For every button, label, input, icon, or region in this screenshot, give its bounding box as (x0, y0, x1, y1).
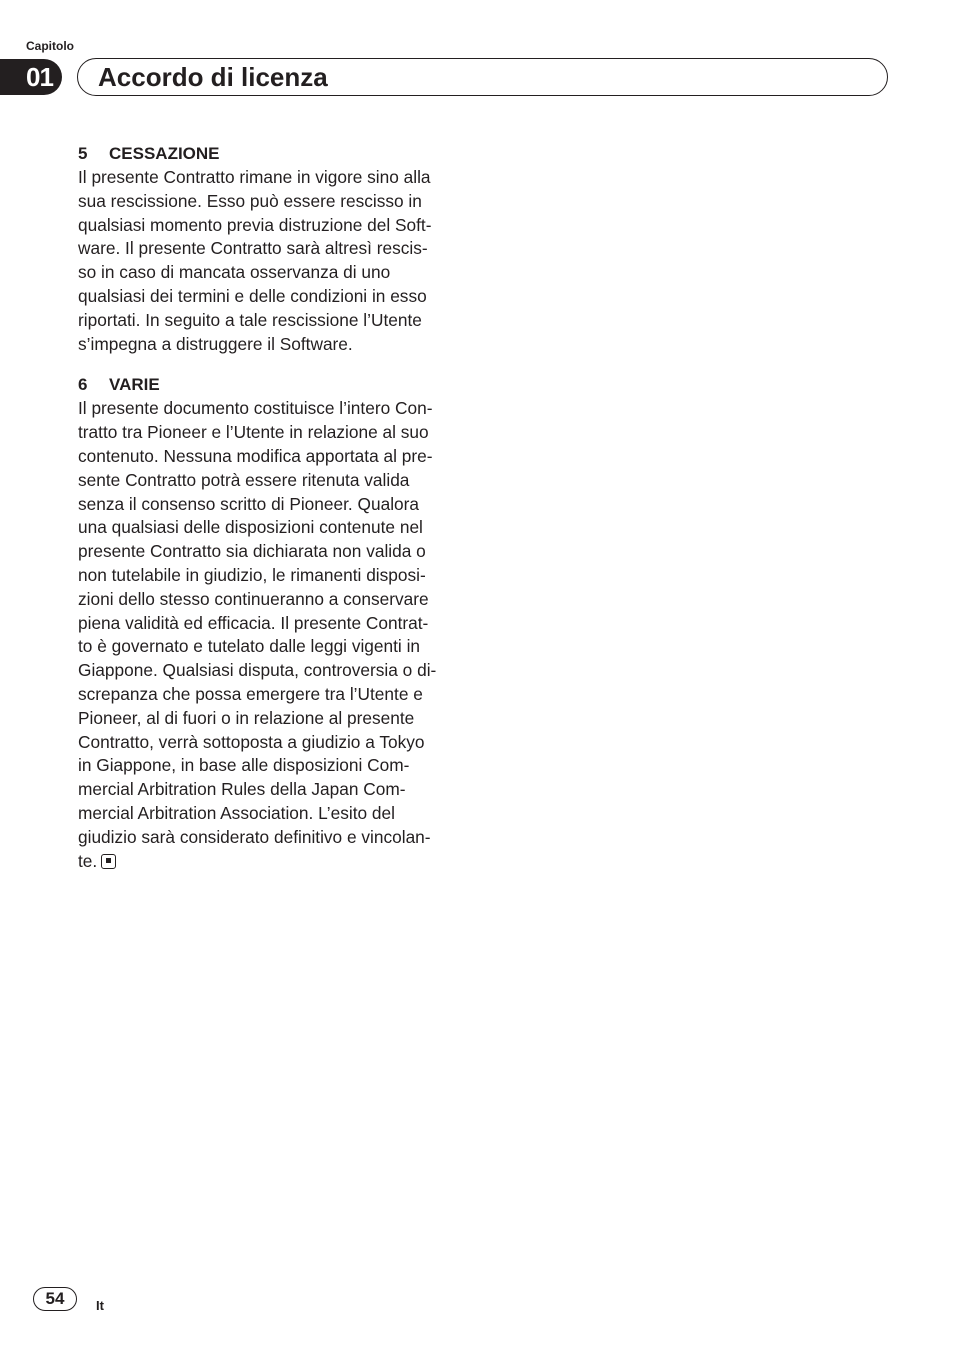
text-line: qualsiasi momento previa distruzione del Soft- (78, 214, 432, 235)
section-spacer (78, 356, 468, 373)
text-line: senza il consenso scritto di Pioneer. Qualora (78, 493, 420, 514)
end-of-section-icon (101, 854, 116, 869)
text-line: tratto tra Pioneer e l’Utente in relazione al suo (78, 422, 429, 443)
chapter-label: Capitolo (26, 39, 74, 53)
language-code: It (96, 1298, 104, 1313)
chapter-number-badge: 01 (0, 59, 62, 95)
section-varie (78, 373, 468, 873)
text-line: Contratto, verrà sottoposta a giudizio a Tokyo (78, 731, 425, 752)
text-line: sua rescissione. Esso può essere rescisso in (78, 190, 422, 211)
text-line: s’impegna a distruggere il Software. (78, 333, 353, 354)
document-body (78, 142, 468, 873)
text-line: non tutelabile in giudizio, le rimanenti disposi- (78, 564, 426, 585)
text-line: screpanza che possa emergere tra l’Utente e (78, 683, 423, 704)
section-heading (78, 373, 468, 397)
section-number: 6 (78, 375, 88, 395)
text-line: riportati. In seguito a tale rescissione l’Utente (78, 309, 422, 330)
text-line: qualsiasi dei termini e delle condizioni in esso (78, 285, 427, 306)
text-line: zioni dello stesso continueranno a conservare (78, 588, 429, 609)
text-line: Giappone. Qualsiasi disputa, controversia o di- (78, 660, 437, 681)
text-line: contenuto. Nessuna modifica apportata al pre- (78, 445, 433, 466)
section-title: VARIE (109, 375, 160, 395)
section-cessazione (78, 142, 468, 356)
text-line: mercial Arbitration Rules della Japan Com- (78, 779, 406, 800)
text-line: sente Contratto potrà essere ritenuta valida (78, 469, 410, 490)
text-line: presente Contratto sia dichiarata non valida o (78, 541, 426, 562)
section-paragraph (78, 397, 468, 873)
title-bar (77, 58, 888, 96)
section-title: CESSAZIONE (109, 144, 220, 163)
section-heading (78, 142, 468, 166)
page-title: Accordo di licenza (98, 62, 328, 92)
text-line: ware. Il presente Contratto sarà altresì rescis- (78, 238, 428, 259)
text-line: una qualsiasi delle disposizioni contenute nel (78, 517, 423, 538)
section-paragraph (78, 166, 468, 356)
text-line: piena validità ed efficacia. Il presente Contrat- (78, 612, 429, 633)
section-number: 5 (78, 144, 88, 163)
text-line: to è governato e tutelato dalle leggi vigenti in (78, 636, 421, 657)
text-line: giudizio sarà considerato definitivo e vincolan- (78, 826, 431, 847)
text-line: Il presente Contratto rimane in vigore sino alla (78, 167, 431, 187)
text-line: mercial Arbitration Association. L’esito del (78, 802, 395, 823)
text-line: in Giappone, in base alle disposizioni Com- (78, 755, 410, 776)
text-line: te. (78, 850, 98, 871)
text-line: so in caso di mancata osservanza di uno (78, 262, 391, 283)
last-line (78, 850, 468, 874)
text-line: Il presente documento costituisce l’intero Con- (78, 398, 433, 419)
page-number: 54 (33, 1287, 77, 1311)
text-line: Pioneer, al di fuori o in relazione al presente (78, 707, 415, 728)
